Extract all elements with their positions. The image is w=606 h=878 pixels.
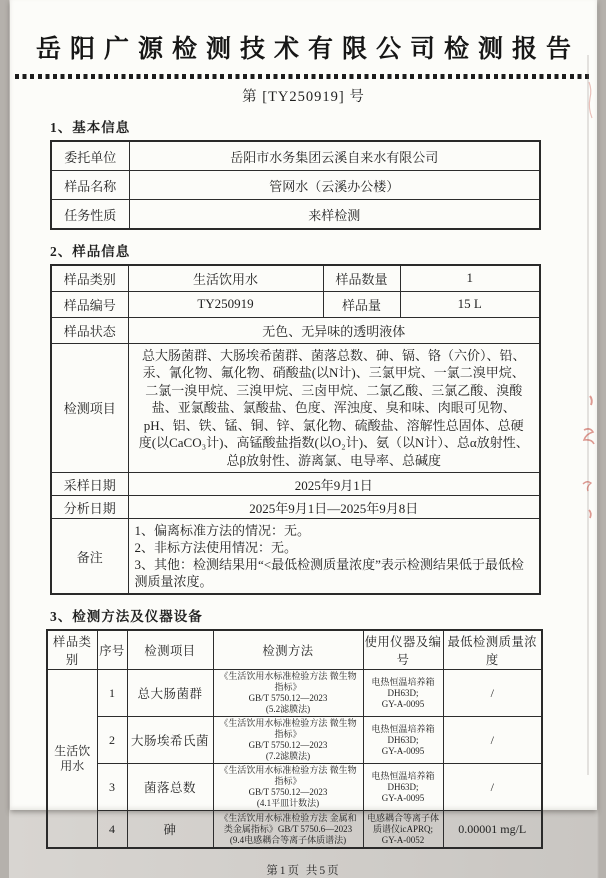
report-paper: [10, 0, 597, 877]
remark-cell: [128, 519, 540, 595]
report-number: 第 [TY250919] 号: [242, 89, 365, 105]
table-header-row: [47, 630, 542, 670]
table-row: [51, 141, 540, 171]
table-row: [51, 171, 540, 200]
row-value: 15 L: [400, 291, 540, 317]
detection-limit: /: [443, 670, 542, 717]
methods-instruments-table: [46, 629, 543, 849]
column-header: 使用仪器及编号: [363, 630, 443, 670]
method-line: (4.1平皿计数法): [256, 798, 320, 808]
section2-heading: 2、样品信息: [50, 244, 131, 259]
instrument: [363, 811, 443, 849]
method-line: 《生活饮用水标准检验方法 微生物指标》: [219, 718, 357, 739]
row-value: 2025年9月1日: [128, 473, 540, 496]
method-line: 《生活饮用水标准检验方法 微生物指标》: [219, 765, 357, 786]
test-item: 砷: [127, 811, 213, 849]
instrument-line: GY-A-0052: [381, 834, 425, 845]
table-row: [51, 265, 540, 291]
instrument-line: 电热恒温培养箱: [371, 676, 435, 687]
instrument: [363, 764, 443, 811]
table-row: [51, 200, 540, 230]
row-number: 1: [97, 670, 127, 717]
table-row: [47, 764, 542, 811]
row-label: 样品状态: [51, 317, 128, 343]
row-value: 无色、无异味的透明液体: [128, 317, 540, 343]
table-row: [51, 496, 540, 519]
instrument-line: GY-A-0095: [381, 792, 425, 803]
table-row: [51, 519, 540, 595]
method-line: GB/T 5750.12—2023: [248, 787, 328, 797]
instrument-line: DH63D;: [387, 687, 419, 698]
row-value: 2025年9月1日—2025年9月8日: [128, 496, 540, 519]
title-dotted-rule: [15, 74, 591, 79]
column-header: 最低检测质量浓度: [443, 630, 542, 670]
instrument-line: GY-A-0095: [381, 745, 425, 756]
method-line: (9.4电感耦合等离子体质谱法): [229, 834, 347, 845]
table-row: [47, 811, 542, 849]
column-header: 样品类别: [47, 630, 97, 670]
row-label: 采样日期: [51, 473, 128, 496]
test-method: [213, 764, 363, 811]
instrument-line: 电感耦合等离子体质谱仪icAPRQ;: [366, 812, 439, 834]
row-label: 样品量: [323, 291, 400, 317]
method-line: 《生活饮用水标准检验方法 微生物指标》: [219, 671, 357, 692]
test-item: 菌落总数: [127, 764, 213, 811]
instrument: [363, 717, 443, 764]
section1-heading: 1、基本信息: [50, 120, 131, 135]
row-label: 检测项目: [51, 343, 128, 473]
table-row: [51, 343, 540, 473]
row-value: 岳阳市水务集团云溪自来水有限公司: [129, 141, 540, 171]
row-label: 委托单位: [51, 141, 129, 171]
method-line: (7.2滤膜法): [265, 751, 311, 761]
table-row: [47, 717, 542, 764]
column-header: 序号: [97, 630, 127, 670]
row-number: 2: [97, 717, 127, 764]
test-item: 总大肠菌群: [127, 670, 213, 717]
column-header: 检测项目: [127, 630, 213, 670]
row-label: 样品数量: [323, 265, 400, 291]
row-value: 来样检测: [129, 200, 540, 230]
test-method: [213, 717, 363, 764]
row-label: 样品名称: [51, 171, 129, 200]
instrument-line: GY-A-0095: [381, 698, 425, 709]
row-value: 管网水（云溪办公楼）: [129, 171, 540, 200]
section3-heading: 3、检测方法及仪器设备: [50, 609, 203, 624]
row-label: 样品编号: [51, 291, 128, 317]
instrument: [363, 670, 443, 717]
column-header: 检测方法: [213, 630, 363, 670]
table-row: [47, 670, 542, 717]
method-line: GB/T 5750.12—2023: [248, 740, 328, 750]
row-number: 3: [97, 764, 127, 811]
table-row: [51, 317, 540, 343]
detection-limit: /: [443, 717, 542, 764]
red-ink-marks: [580, 392, 596, 527]
row-number: 4: [97, 811, 127, 849]
method-line: 《生活饮用水标准检验方法 金属和类金属指标》GB/T 5750.6—2023: [219, 812, 357, 834]
sample-category-cell: 生活饮用水: [47, 670, 97, 849]
row-label: 备注: [51, 519, 128, 595]
red-ink-mark-top: [584, 80, 594, 120]
page-number-footer: 第1页 共5页: [266, 865, 341, 877]
remark-line: 1、偏离标准方法的情况：无。: [134, 523, 311, 538]
row-value: 1: [400, 265, 540, 291]
basic-info-table: [50, 140, 541, 230]
table-row: [51, 473, 540, 496]
report-title: 岳阳广源检测技术有限公司检测报告: [35, 36, 580, 63]
remark-line: 3、其他：检测结果用“<最低检测质量浓度”表示检测结果低于最低检测质量浓度。: [134, 557, 524, 589]
test-method: [213, 811, 363, 849]
instrument-line: DH63D;: [387, 781, 419, 792]
row-label: 样品类别: [51, 265, 128, 291]
row-label: 分析日期: [51, 496, 128, 519]
sample-info-table: [50, 264, 541, 595]
row-value: TY250919: [128, 291, 323, 317]
instrument-line: 电热恒温培养箱: [371, 770, 435, 781]
test-item: 大肠埃希氏菌: [127, 717, 213, 764]
detection-limit: 0.00001 mg/L: [443, 811, 542, 849]
instrument-line: DH63D;: [387, 734, 419, 745]
method-line: (5.2滤膜法): [265, 704, 311, 714]
row-label: 任务性质: [51, 200, 129, 230]
row-value: 生活饮用水: [128, 265, 323, 291]
method-line: GB/T 5750.12—2023: [248, 693, 328, 703]
remark-line: 2、非标方法使用情况：无。: [134, 540, 298, 555]
detection-limit: /: [443, 764, 542, 811]
test-items-list: 总大肠菌群、大肠埃希菌群、菌落总数、砷、镉、铬（六价）、铅、汞、氰化物、氟化物、硝酸盐(以N计)、三氯甲烷、一氯二溴甲烷、二氯一溴甲烷、三溴甲烷、三卤甲烷、二氯乙酸、三氯乙酸、溴酸盐、亚氯酸盐、氯酸盐、色度、浑浊度、臭和味、肉眼可见物、pH、铝、铁、锰、铜、锌、氯化物、硫酸盐、溶解性总固体、总硬度(以CaCO₃计)、高锰酸盐指数(以O₂计)、氨（以N计）、总α放射性、总β放射性、游离氯、电导率、总碱度: [128, 343, 540, 473]
instrument-line: 电热恒温培养箱: [371, 723, 435, 734]
test-method: [213, 670, 363, 717]
table-row: [51, 291, 540, 317]
